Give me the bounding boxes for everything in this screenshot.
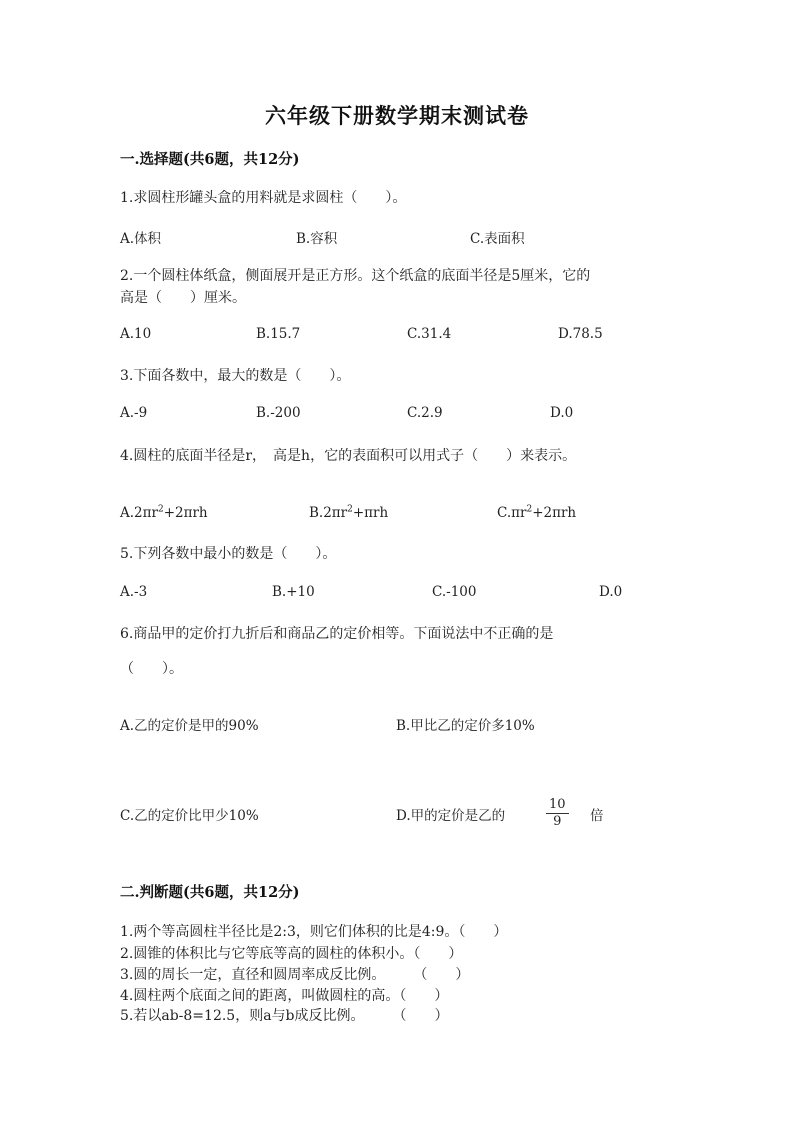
fraction-numerator: 10 [546,797,569,814]
q2-option-a: A.10 [120,326,152,342]
question-1: 1.求圆柱形罐头盒的用料就是求圆柱（ ）。 [120,190,407,206]
question-6-line2: （ ）。 [120,661,183,677]
judgement-item-5: 5.若以ab-8=12.5，则a与b成反比例。 （ ） [120,1008,449,1024]
q5-option-a: A.-3 [120,584,148,600]
q2-option-c: C.31.4 [407,326,452,342]
q4-option-b-post: +πrh [352,505,389,521]
q6-option-d-suffix: 倍 [590,808,604,824]
section-heading-choice: 一.选择题(共6题，共12分) [120,151,300,168]
question-5: 5.下列各数中最小的数是（ ）。 [120,546,337,562]
question-4: 4.圆柱的底面半径是r， 高是h，它的表面积可以用式子（ ）来表示。 [120,448,577,464]
q3-option-d: D.0 [550,405,574,421]
q4-option-b-sup: 2 [347,504,353,515]
q2-option-d: D.78.5 [558,326,603,342]
q4-option-c-pre: C.πr [497,505,527,521]
q3-option-a: A.-9 [120,405,148,421]
q3-option-b: B.-200 [256,405,301,421]
q5-option-c: C.-100 [432,584,477,600]
q6-option-d-fraction [546,797,569,830]
q1-option-b: B.容积 [296,231,338,247]
q4-option-a-post: +2πrh [163,505,208,521]
q6-option-c: C.乙的定价比甲少10% [120,808,259,824]
q1-option-c: C.表面积 [470,231,525,247]
q4-option-c-sup: 2 [526,504,533,515]
page-title: 六年级下册数学期末测试卷 [265,103,529,128]
judgement-item-4: 4.圆柱两个底面之间的距离，叫做圆柱的高。（ ） [120,988,449,1004]
q2-option-b: B.15.7 [256,326,301,342]
q6-option-a: A.乙的定价是甲的90% [120,718,259,734]
q5-option-d: D.0 [599,584,623,600]
judgement-item-2: 2.圆锥的体积比与它等底等高的圆柱的体积小。（ ） [120,946,463,962]
section-heading-judgement: 二.判断题(共6题，共12分) [120,884,300,901]
q5-option-b: B.+10 [272,584,315,600]
q4-option-a-sup: 2 [157,504,164,515]
question-2-line1: 2.一个圆柱体纸盒，侧面展开是正方形。这个纸盒的底面半径是5厘米，它的 [120,268,591,284]
q4-option-a-pre: A.2πr [120,505,158,521]
judgement-item-1: 1.两个等高圆柱半径比是2:3，则它们体积的比是4:9。（ ） [120,924,508,940]
q4-option-a [120,505,208,521]
q4-option-c-post: +2πrh [532,505,577,521]
q6-option-d-text: D.甲的定价是乙的 [396,808,506,824]
question-6-line1: 6.商品甲的定价打九折后和商品乙的定价相等。下面说法中不正确的是 [120,626,554,642]
q3-option-c: C.2.9 [407,405,443,421]
question-2-line2: 高是（ ）厘米。 [120,290,246,306]
q1-option-a: A.体积 [120,231,162,247]
fraction-denominator: 9 [553,814,562,829]
q4-option-b-pre: B.2πr [309,505,348,521]
q4-option-c [497,505,576,521]
q6-option-b: B.甲比乙的定价多10% [396,718,535,734]
judgement-item-3: 3.圆的周长一定，直径和圆周率成反比例。 （ ） [120,967,470,983]
question-3: 3.下面各数中，最大的数是（ ）。 [120,368,351,384]
q4-option-b [309,505,388,521]
